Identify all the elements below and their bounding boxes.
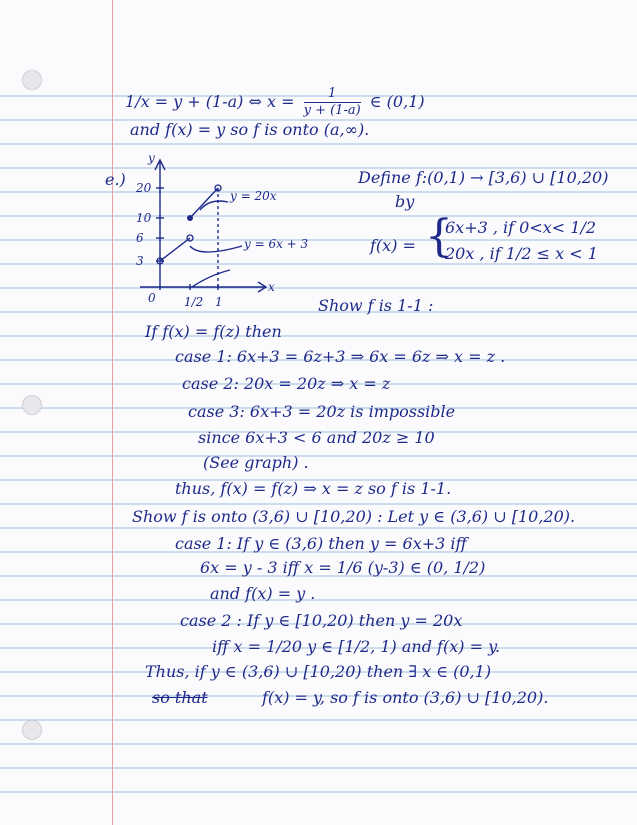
closed-dot-10 bbox=[187, 215, 193, 221]
annot-label-6x3: y = 6x + 3 bbox=[244, 237, 309, 251]
top-line-1-rhs: ∈ (0,1) bbox=[369, 92, 425, 111]
binder-hole-middle bbox=[22, 395, 42, 415]
final-line: f(x) = y, so f is onto (3,6) ∪ [10,20). bbox=[262, 688, 549, 707]
tick-label-one: 1 bbox=[215, 295, 223, 309]
binder-hole-top bbox=[22, 70, 42, 90]
show-one-to-one: Show f is 1-1 : bbox=[318, 296, 434, 315]
see-graph-line: (See graph) . bbox=[203, 453, 309, 472]
fraction-numerator: 1 bbox=[304, 86, 361, 103]
tick-label-0: 0 bbox=[148, 291, 156, 305]
annot-curve bbox=[192, 270, 230, 287]
since-line: since 6x+3 < 6 and 20z ≥ 10 bbox=[198, 428, 435, 447]
case-3-line: case 3: 6x+3 = 20z is impossible bbox=[188, 402, 456, 421]
annot-arrow-bottom bbox=[190, 246, 242, 252]
onto-case-1: case 1: If y ∈ (3,6) then y = 6x+3 iff bbox=[175, 534, 467, 553]
top-line-1-lhs: 1/x = y + (1-a) ⇔ x = bbox=[125, 92, 295, 111]
fraction bbox=[304, 86, 361, 119]
y-axis-label: y bbox=[148, 151, 155, 165]
binder-hole-bottom bbox=[22, 720, 42, 740]
tick-label-3: 3 bbox=[136, 254, 144, 268]
if-line: If f(x) = f(z) then bbox=[145, 322, 282, 341]
case-b: 20x , if 1/2 ≤ x < 1 bbox=[445, 244, 598, 263]
x-axis-label: x bbox=[268, 280, 275, 294]
brace: { bbox=[425, 211, 453, 262]
show-onto-line: Show f is onto (3,6) ∪ [10,20) : Let y ∈ (3,6) ∪ [10,20). bbox=[132, 507, 576, 526]
piecewise-graph bbox=[100, 150, 320, 315]
margin-line bbox=[112, 0, 113, 825]
part-e-label: e.) bbox=[105, 170, 126, 189]
fraction-denominator: y + (1-a) bbox=[303, 103, 361, 118]
so-that-struck: so that bbox=[152, 688, 208, 707]
tick-label-10: 10 bbox=[136, 211, 152, 225]
onto-case-1b: 6x = y - 3 iff x = 1/6 (y-3) ∈ (0, 1/2) bbox=[200, 558, 486, 577]
tick-label-6: 6 bbox=[136, 231, 144, 245]
tick-label-half: 1/2 bbox=[184, 295, 204, 309]
define-line: Define f:(0,1) → [3,6) ∪ [10,20) bbox=[358, 168, 609, 187]
onto-case-1c: and f(x) = y . bbox=[210, 584, 316, 603]
tick-label-20: 20 bbox=[136, 181, 152, 195]
top-line-1 bbox=[125, 86, 425, 119]
segment-6x3 bbox=[160, 238, 190, 261]
case-2-line: case 2: 20x = 20z ⇒ x = z bbox=[182, 374, 391, 393]
onto-case-2: case 2 : If y ∈ [10,20) then y = 20x bbox=[180, 611, 463, 630]
annot-label-20x: y = 20x bbox=[230, 189, 277, 203]
thus-onto: Thus, if y ∈ (3,6) ∪ [10,20) then ∃ x ∈ (0,1) bbox=[145, 662, 492, 681]
thus-one-to-one: thus, f(x) = f(z) ⇒ x = z so f is 1-1. bbox=[175, 479, 452, 498]
onto-case-2b: iff x = 1/20 y ∈ [1/2, 1) and f(x) = y. bbox=[212, 637, 501, 656]
segment-20x bbox=[190, 188, 218, 218]
fx-label: f(x) = bbox=[370, 236, 416, 255]
case-1-line: case 1: 6x+3 = 6z+3 ⇒ 6x = 6z ⇒ x = z . bbox=[175, 347, 506, 366]
by-line: by bbox=[395, 192, 415, 211]
top-line-2: and f(x) = y so f is onto (a,∞). bbox=[130, 120, 370, 139]
case-a: 6x+3 , if 0<x< 1/2 bbox=[445, 218, 597, 237]
